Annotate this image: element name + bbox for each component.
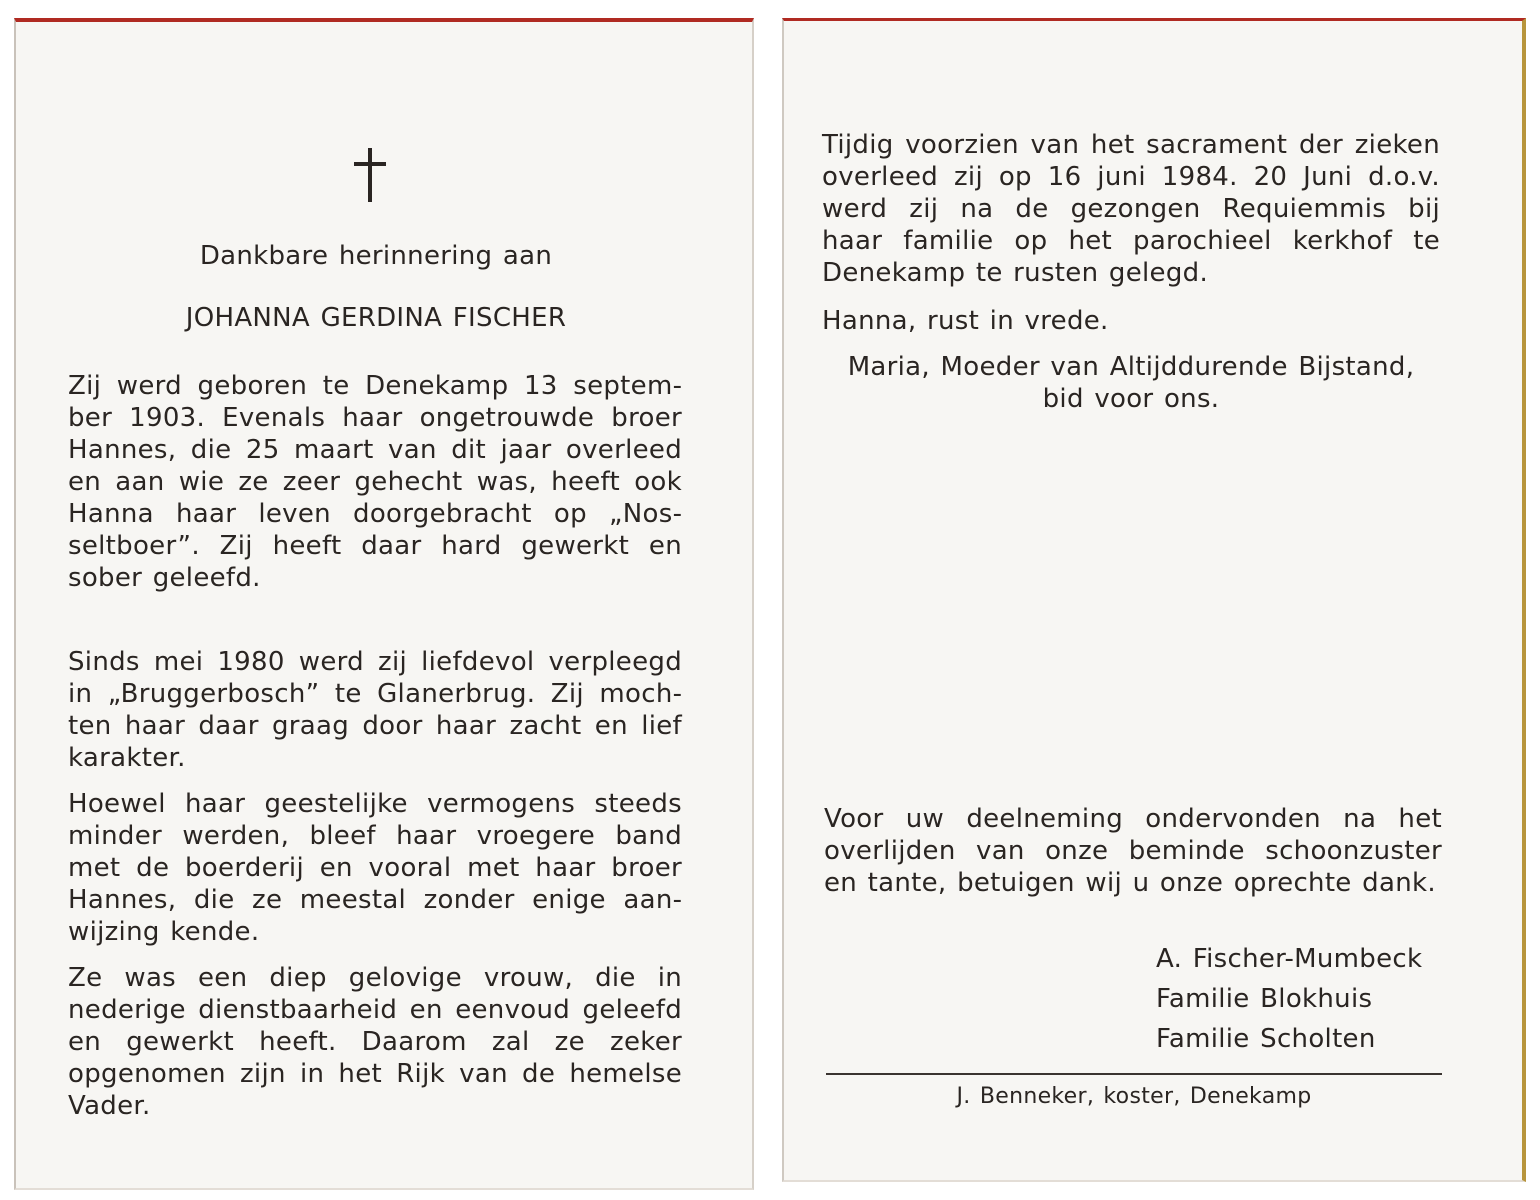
sacrament-paragraph: Tijdig voorzien van het sacrament der zieken overleed zij op 16 juni 1984. 20 Juni d.o.v. werd zij na de gezongen Requiemmis bij haar familie op het parochieel kerkhof te Denekamp te rusten gelegd. (822, 130, 1440, 288)
signatory-1: A. Fischer-Mumbeck (1156, 944, 1423, 974)
left-card (14, 18, 754, 1190)
cross-icon (352, 146, 388, 206)
biography-paragraph-3: Hoewel haar geestelijke vermogens steeds minder werden, bleef haar vroegere band met de boerderij en vooral met haar broer Hannes, die ze meestal zonder enige aanwijzing kende. (68, 789, 682, 947)
farewell-line: Hanna, rust in vrede. (822, 306, 1109, 336)
signatory-3: Familie Scholten (1156, 1024, 1376, 1054)
prayer-line-2: bid voor ons. (1042, 384, 1220, 414)
memorial-heading: Dankbare herinnering aan (199, 241, 553, 271)
prayer-line-1: Maria, Moeder van Altijddurende Bijstand, (847, 352, 1415, 382)
signatory-2: Familie Blokhuis (1156, 984, 1373, 1014)
deceased-name: JOHANNA GERDINA FISCHER (185, 303, 567, 333)
right-card (782, 18, 1526, 1182)
biography-paragraph-4: Ze was een diep gelovige vrouw, die in nederige dienstbaarheid en eenvoud geleefd en gewerkt heeft. Daarom zal ze zeker opgenomen zijn in het Rijk van de hemelse Vader. (68, 963, 682, 1121)
biography-paragraph-2: Sinds mei 1980 werd zij liefdevol verpleegd in „Bruggerbosch” te Glanerbrug. Zij mochten haar daar graag door haar zacht en lief karakter. (68, 647, 682, 773)
biography-paragraph-1: Zij werd geboren te Denekamp 13 september 1903. Evenals haar ongetrouwde broer Hannes, die 25 maart van dit jaar overleed en aan wie ze zeer gehecht was, heeft ook Hanna haar leven doorgebracht op „Nosseltboer”. Zij heeft daar hard gewerkt en sober geleefd. (68, 371, 682, 593)
thanks-paragraph: Voor uw deelneming ondervonden na het overlijden van onze beminde schoonzuster en tante, betuigen wij u onze oprechte dank. (824, 804, 1442, 898)
divider-line (826, 1073, 1442, 1075)
printer-credit: J. Benneker, koster, Denekamp (956, 1084, 1312, 1109)
